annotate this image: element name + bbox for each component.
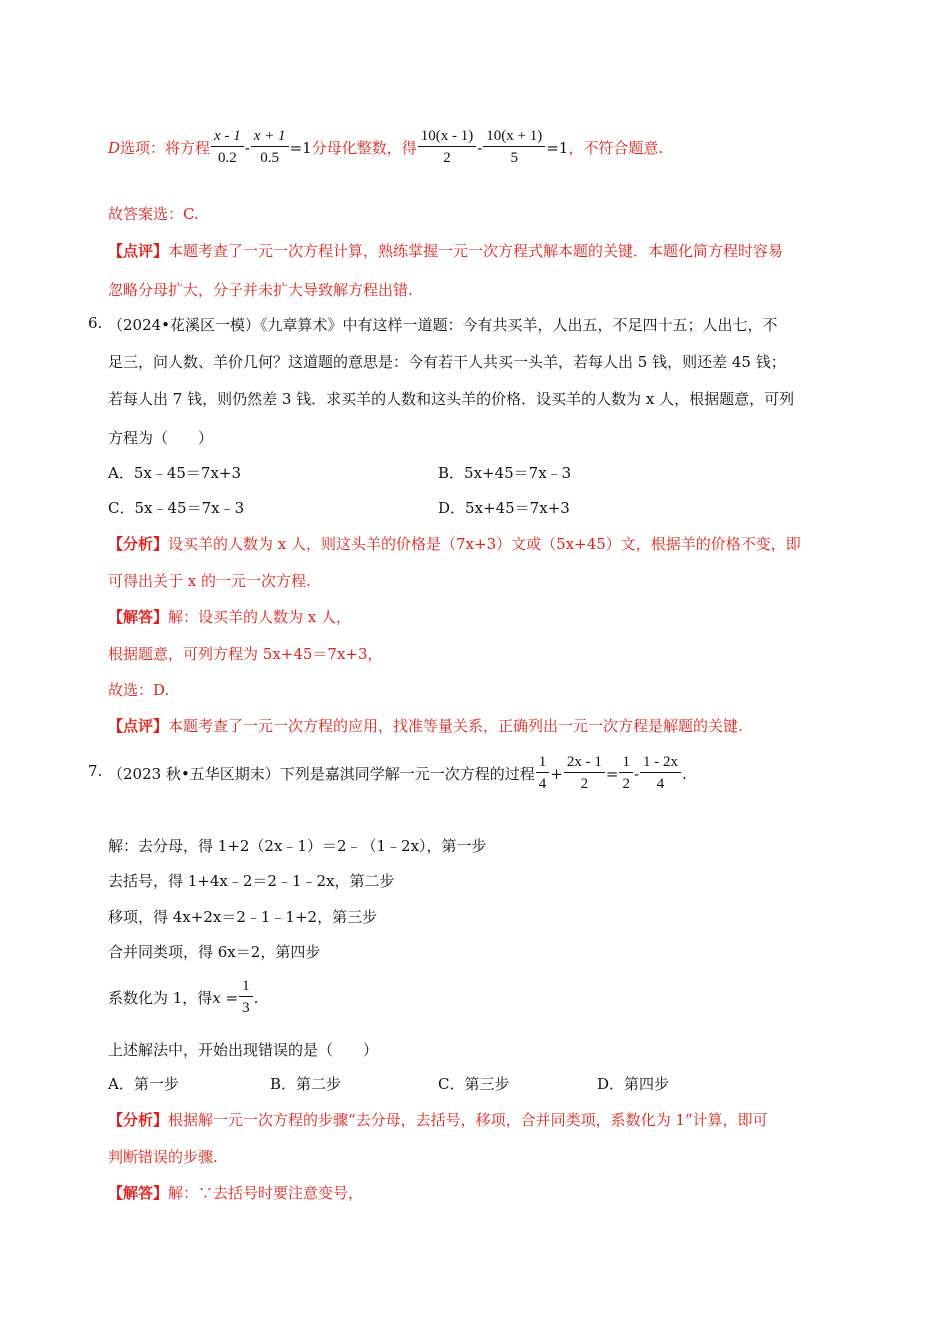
- comment-tag: 【点评】: [108, 242, 169, 260]
- q7-option-d: D．第四步: [597, 1075, 670, 1093]
- q6-option-a: A．5x﹣45＝7x+3: [108, 464, 242, 482]
- q6-option-c: C．5x﹣45＝7x﹣3: [108, 499, 245, 517]
- d-option-line: D 选项：将方程 $\frac{x - 1}{0.2}$ - $\frac{x + 1}{0.5}$ =1 分母化整数，得 $\frac{10(x - 1)}{2}$ - $\frac{10(x + 1)}{5}$ =1 ，不符合题意.: [108, 126, 663, 169]
- q7-solution-line-1: 【解答】解：∵去括号时要注意变号，: [108, 1184, 364, 1202]
- q5-answer: 故答案选：C.: [108, 205, 199, 223]
- solution-tag: 【解答】: [108, 1184, 169, 1202]
- fraction-2: $\frac{x + 1}{0.5}$: [251, 126, 289, 169]
- q7-fraction-1: $\frac{1}{4}$: [536, 752, 550, 795]
- analysis-tag: 【分析】: [108, 535, 169, 553]
- q5-comment-line-2: 忽略分母扩大，分子并未扩大导致解方程出错.: [108, 281, 413, 299]
- comment-tag: 【点评】: [108, 717, 169, 735]
- question-number-7: 7.: [88, 762, 103, 780]
- q6-analysis-line-2: 可得出关于 x 的一元一次方程.: [108, 572, 311, 590]
- q7-stem-line: （2023 秋•五华区期末）下列是嘉淇同学解一元一次方程的过程 $\frac{1}{4}$ + $\frac{2x - 1}{2}$ = $\frac{1}{2}$ - $\frac{1 - 2x}{4}$ .: [108, 752, 687, 795]
- q6-solution-line-3: 故选：D.: [108, 681, 170, 699]
- d-option-text-1: 选项：将方程: [120, 138, 211, 157]
- q7-result-fraction: $\frac{1}{3}$: [239, 976, 253, 1019]
- solution-tag: 【解答】: [108, 608, 169, 626]
- q7-analysis-line-2: 判断错误的步骤.: [108, 1148, 218, 1166]
- q6-option-d: D．5x+45＝7x+3: [438, 499, 570, 517]
- q5-comment-line-1: 【点评】本题考查了一元一次方程计算，熟练掌握一元一次方程式解本题的关键．本题化简方程时容易: [108, 242, 784, 260]
- d-option-text-2: 分母化整数，得: [311, 138, 417, 157]
- q7-fraction-4: $\frac{1 - 2x}{4}$: [640, 752, 681, 795]
- q7-option-a: A．第一步: [108, 1075, 179, 1093]
- q7-question: 上述解法中，开始出现错误的是（ ）: [108, 1041, 379, 1059]
- q7-option-b: B．第二步: [270, 1075, 342, 1093]
- q6-stem-line-1: （2024•花溪区一模）《九章算术》中有这样一道题：今有共买羊，人出五，不足四十五；人出七，不: [108, 316, 778, 334]
- q6-option-b: B．5x+45＝7x﹣3: [438, 464, 572, 482]
- q6-stem-line-3: 若每人出 7 钱，则仍然差 3 钱．求买羊的人数和这头羊的价格．设买羊的人数为 x 人，根据题意，可列: [108, 390, 795, 408]
- q6-solution-line-1: 【解答】解：设买羊的人数为 x 人，: [108, 608, 352, 626]
- q7-fraction-3: $\frac{1}{2}$: [619, 752, 633, 795]
- analysis-tag: 【分析】: [108, 1111, 169, 1129]
- q7-step-5: 系数化为 1，得 x = $\frac{1}{3}$ .: [108, 976, 258, 1019]
- d-option-text-3: ，不符合题意.: [568, 138, 664, 157]
- fraction-4: $\frac{10(x + 1)}{5}$: [483, 126, 545, 169]
- q7-option-c: C．第三步: [438, 1075, 510, 1093]
- q7-step-2: 去括号，得 1+4x﹣2＝2﹣1﹣2x，第二步: [108, 872, 395, 890]
- question-number-6: 6.: [88, 314, 103, 332]
- q7-intro: （2023 秋•五华区期末）下列是嘉淇同学解一元一次方程的过程: [108, 764, 535, 783]
- q6-solution-line-2: 根据题意，可列方程为 5x+45＝7x+3，: [108, 645, 383, 663]
- fraction-1: $\frac{x - 1}{0.2}$: [211, 126, 244, 169]
- q6-stem-line-4: 方程为（ ）: [108, 429, 214, 447]
- fraction-3: $\frac{10(x - 1)}{2}$: [418, 126, 477, 169]
- q6-analysis-line-1: 【分析】设买羊的人数为 x 人，则这头羊的价格是（7x+3）文或（5x+45）文，根据羊的价格不变，即: [108, 535, 801, 553]
- q7-fraction-2: $\frac{2x - 1}{2}$: [564, 752, 605, 795]
- q7-step-4: 合并同类项，得 6x＝2，第四步: [108, 943, 321, 961]
- q7-analysis-line-1: 【分析】根据解一元一次方程的步骤“去分母，去括号，移项，合并同类项，系数化为 1”计算，即可: [108, 1111, 768, 1129]
- q6-comment-line-1: 【点评】本题考查了一元一次方程的应用，找准等量关系，正确列出一元一次方程是解题的关键.: [108, 717, 743, 735]
- q6-stem-line-2: 足三，问人数、羊价几何？这道题的意思是：今有若干人共买一头羊，若每人出 5 钱，则还差 45 钱；: [108, 353, 786, 371]
- q7-step-1: 解：去分母，得 1+2（2x﹣1）＝2﹣（1﹣2x），第一步: [108, 837, 487, 855]
- q7-step-3: 移项，得 4x+2x＝2﹣1﹣1+2，第三步: [108, 908, 378, 926]
- option-letter-d: D: [108, 138, 121, 157]
